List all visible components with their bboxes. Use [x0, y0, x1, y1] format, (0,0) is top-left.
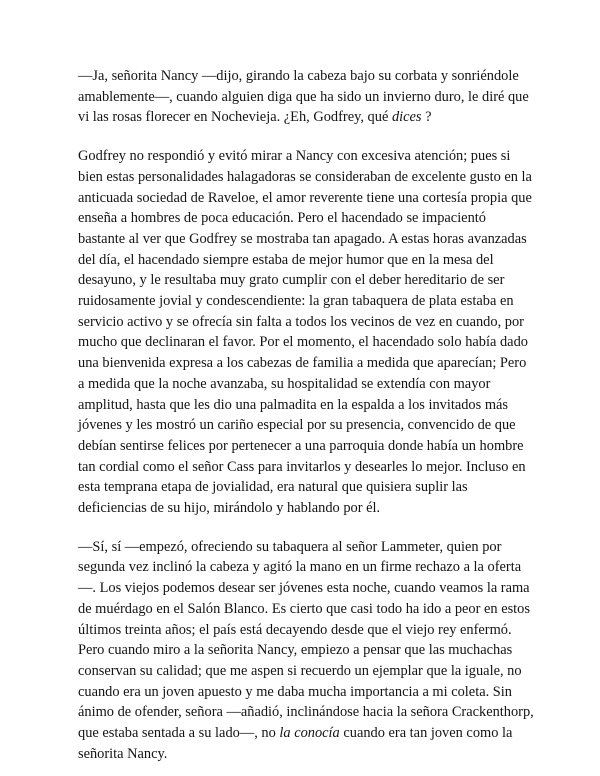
paragraph-1: [78, 66, 534, 128]
paragraph-3: [78, 537, 534, 765]
paragraph-1-text-end: ?: [421, 109, 432, 126]
paragraph-2: [78, 146, 534, 519]
paragraph-2-text: Godfrey no respondió y evitó mirar a Nancy con excesiva atención; pues si bien estas personalidades halagadoras se consideraban de excelente gusto en la anticuada sociedad de Raveloe, el amor reverente tiene una cortesía propia que enseña a hombres de poca educación. Pero el hacendado se impacientó bastante al ver que Godfrey se mostraba tan apagado. A estas horas avanzadas del día, el hacendado siempre estaba de mejor humor que en la mesa del desayuno, y le resultaba muy grato cumplir con el deber hereditario de ser ruidosamente jovial y condescendiente: la gran tabaquera de plata estaba en servicio activo y se ofrecía sin falta a todos los vecinos de vez en cuando, por mucho que declinaran el favor. Por el momento, el hacendado solo había dado una bienvenida expresa a los cabezas de familia a medida que aparecían; Pero a medida que la noche avanzaba, su hospitalidad se extendía con mayor amplitud, hasta que les dio una palmadita en la espalda a los invitados más jóvenes y les mostró un cariño especial por su presencia, convencido de que debían sentirse felices por pertenecer a una parroquia donde había un hombre tan cordial como el señor Cass para invitarlos y desearles lo mejor. Incluso en esta temprana etapa de jovialidad, era natural que quisiera suplir las deficiencias de su hijo, mirándolo y hablando por él.: [78, 148, 532, 517]
paragraph-3-text: —Sí, sí —empezó, ofreciendo su tabaquera al señor Lammeter, quien por segunda vez inclinó la cabeza y agitó la mano en un firme rechazo a la oferta—. Los viejos podemos desear ser jóvenes esta noche, cuando veamos la rama de muérdago en el Salón Blanco. Es cierto que casi todo ha ido a peor en estos últimos treinta años; el país está decayendo desde que el viejo rey enfermó. Pero cuando miro a la señorita Nancy, empiezo a pensar que las muchachas conservan su calidad; que me aspen si recuerdo un ejemplar que la iguale, no cuando era un joven apuesto y me daba mucha importancia a mi coleta. Sin ánimo de ofender, señora —añadió, inclinándose hacia la señora Crackenthorp, que estaba sentada a su lado—, no: [78, 538, 534, 742]
document-page: [78, 66, 534, 765]
paragraph-1-text: —Ja, señorita Nancy —dijo, girando la cabeza bajo su corbata y sonriéndole amablemente—, cuando alguien diga que ha sido un invierno duro, le diré que vi las rosas florecer en Nochevieja. ¿Eh, Godfrey, qué: [78, 68, 529, 126]
paragraph-3-text-end: cuando era tan joven como la señorita Nancy.: [78, 725, 513, 762]
paragraph-1-italic-text: dices: [391, 109, 422, 126]
paragraph-3-italic-text: la conocía: [279, 725, 340, 742]
